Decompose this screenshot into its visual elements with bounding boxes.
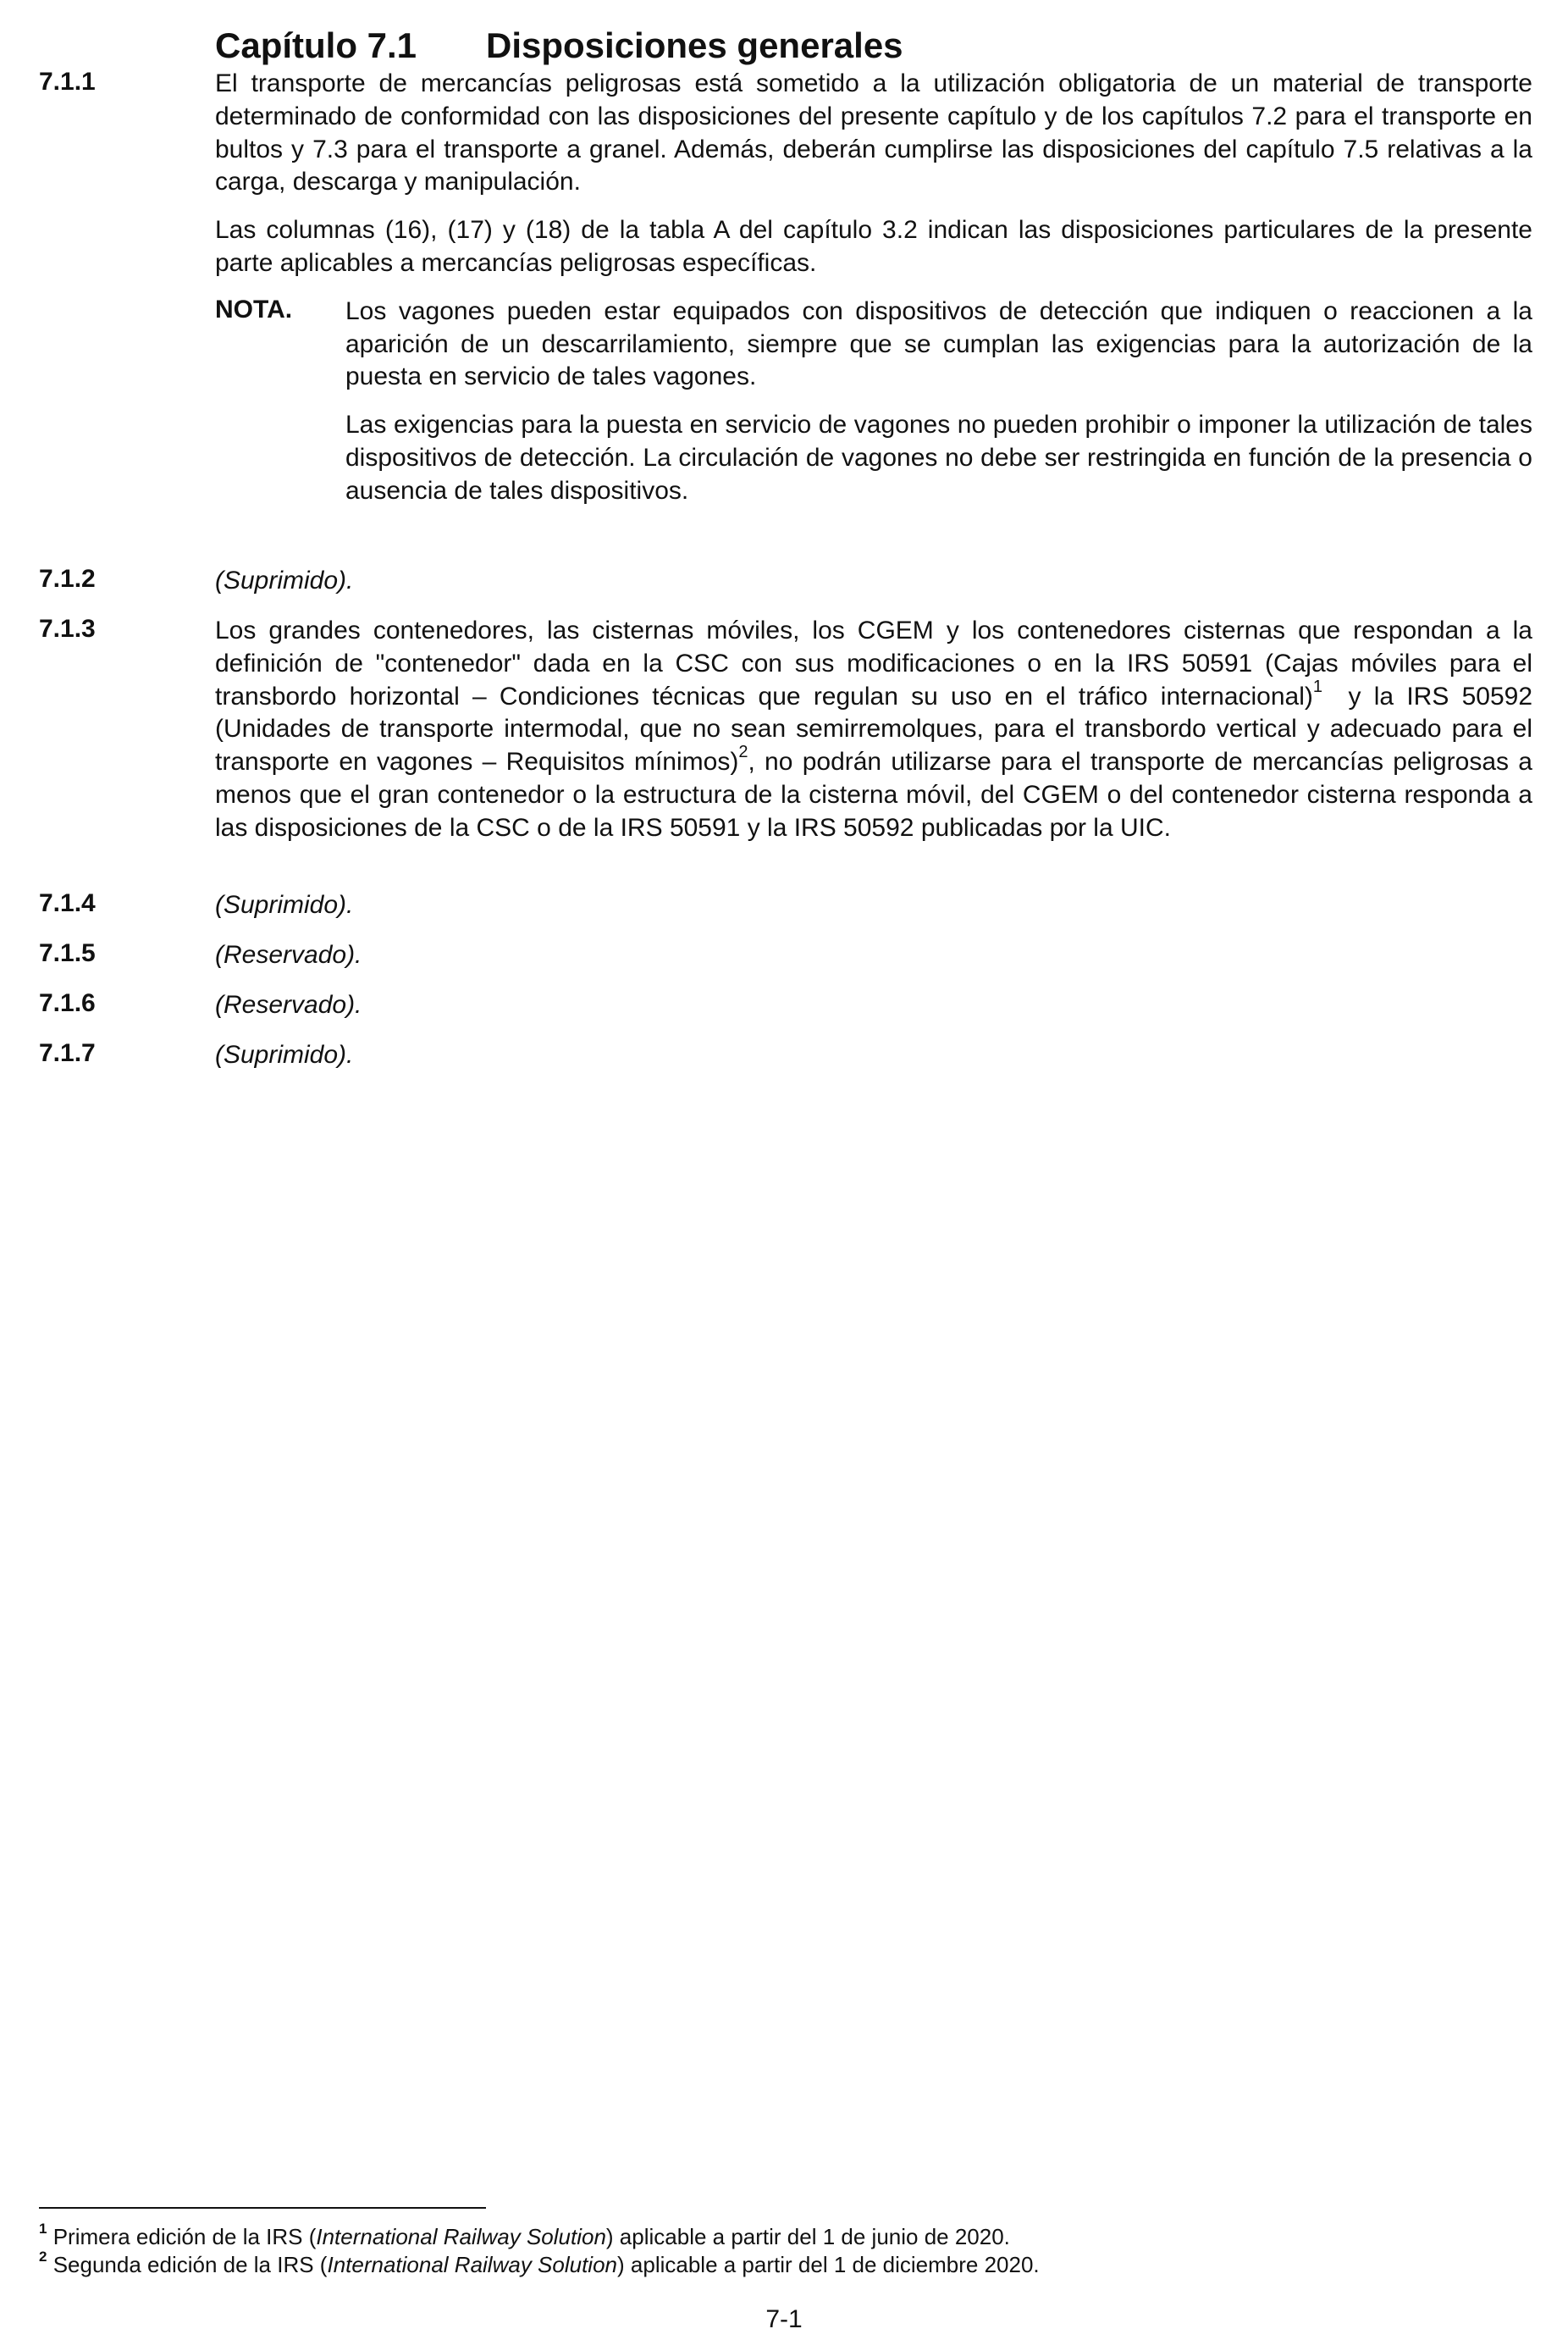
section-number: 7.1.3 <box>39 615 96 643</box>
footnote-text: ) aplicable a partir del 1 de diciembre 2020. <box>617 2252 1040 2277</box>
section-7-1-4 <box>39 889 1532 922</box>
footnote-ref[interactable]: 2 <box>738 743 748 762</box>
note-label: NOTA. <box>215 295 293 324</box>
section-7-1-3 <box>39 615 1540 845</box>
text-run: , no podrán utilizarse para el transporte de mercancías peligrosas a menos que el gran contenedor o la estructura de la cisterna móvil, del CGEM o del contenedor cisterna responda a las disposiciones de la CSC o de la IRS 50591 y la IRS 50592 publicadas por la UIC. <box>215 748 1532 842</box>
footnote-text: Segunda edición de la IRS ( <box>47 2252 328 2277</box>
footnote-text: ) aplicable a partir del 1 de junio de 2020. <box>605 2224 1010 2249</box>
section-7-1-1 <box>39 68 1532 508</box>
chapter-number: Capítulo 7.1 <box>215 25 417 65</box>
footnote-mark: 2 <box>39 2249 47 2265</box>
paragraph: El transporte de mercancías peligrosas está sometido a la utilización obligatoria de un material de transporte determinado de conformidad con las disposiciones del presente capítulo y de los capítulos 7.2 para el transporte en bultos y 7.3 para el transporte a granel. Además, deberán cumplirse las disposiciones del capítulo 7.5 relativas a la carga, descarga y manipulación. <box>215 69 1532 196</box>
note-body <box>345 296 1532 508</box>
footnote <box>39 2249 1040 2277</box>
section-number: 7.1.4 <box>39 889 96 917</box>
section-status: (Reservado). <box>215 991 362 1019</box>
note-paragraph: Los vagones pueden estar equipados con dispositivos de detección que indiquen o reaccionen a la aparición de un descarrilamiento, siempre que se cumplan las exigencias para la autorización de la puesta en servicio de tales vagones. <box>345 296 1532 391</box>
page-number: 7-1 <box>765 2305 803 2333</box>
section-body <box>215 68 1532 508</box>
footnote-divider <box>39 2207 486 2209</box>
section-number: 7.1.2 <box>39 565 96 593</box>
section-status: (Suprimido). <box>215 1041 354 1069</box>
footnote-ref[interactable]: 1 <box>1312 677 1323 696</box>
section-number: 7.1.1 <box>39 68 96 96</box>
section-7-1-2 <box>39 565 1532 598</box>
section-number: 7.1.5 <box>39 939 96 967</box>
page-title <box>215 25 903 66</box>
section-7-1-6 <box>39 989 1532 1022</box>
section-7-1-7 <box>39 1039 1532 1072</box>
section-7-1-5 <box>39 939 1532 972</box>
paragraph <box>215 615 1540 845</box>
paragraph: Las columnas (16), (17) y (18) de la tabla A del capítulo 3.2 indican las disposiciones particulares de la presente parte aplicables a mercancías peligrosas específicas. <box>215 216 1532 277</box>
text-run: y la IRS 50592 (Unidades de transporte intermodal, que no sean semirremolques, para el transbordo vertical y adecuado para el transporte en vagones – Requisitos mínimos) <box>215 682 1540 777</box>
footnote-italic: International Railway Solution <box>327 2252 618 2277</box>
text-run: Los grandes contenedores, las cisternas móviles, los CGEM y los contenedores cisternas que respondan a la definición de "contenedor" dada en la CSC con sus modificaciones o en la IRS 50591 (Cajas móviles para el transbordo horizontal – Condiciones técnicas que regulan su uso en el tráfico internacional) <box>215 617 1532 711</box>
footnote <box>39 2221 1010 2249</box>
section-status: (Suprimido). <box>215 567 354 595</box>
footnote-mark: 1 <box>39 2221 47 2238</box>
section-number: 7.1.6 <box>39 989 96 1017</box>
footnote-text: Primera edición de la IRS ( <box>47 2224 317 2249</box>
chapter-title: Disposiciones generales <box>486 25 903 65</box>
section-status: (Reservado). <box>215 941 362 969</box>
note <box>215 296 1532 508</box>
section-status: (Suprimido). <box>215 891 354 919</box>
section-number: 7.1.7 <box>39 1039 96 1067</box>
note-paragraph: Las exigencias para la puesta en servicio de vagones no pueden prohibir o imponer la utilización de tales dispositivos de detección. La circulación de vagones no debe ser restringida en función de la presencia o ausencia de tales dispositivos. <box>345 411 1532 505</box>
footnote-italic: International Railway Solution <box>316 2224 606 2249</box>
